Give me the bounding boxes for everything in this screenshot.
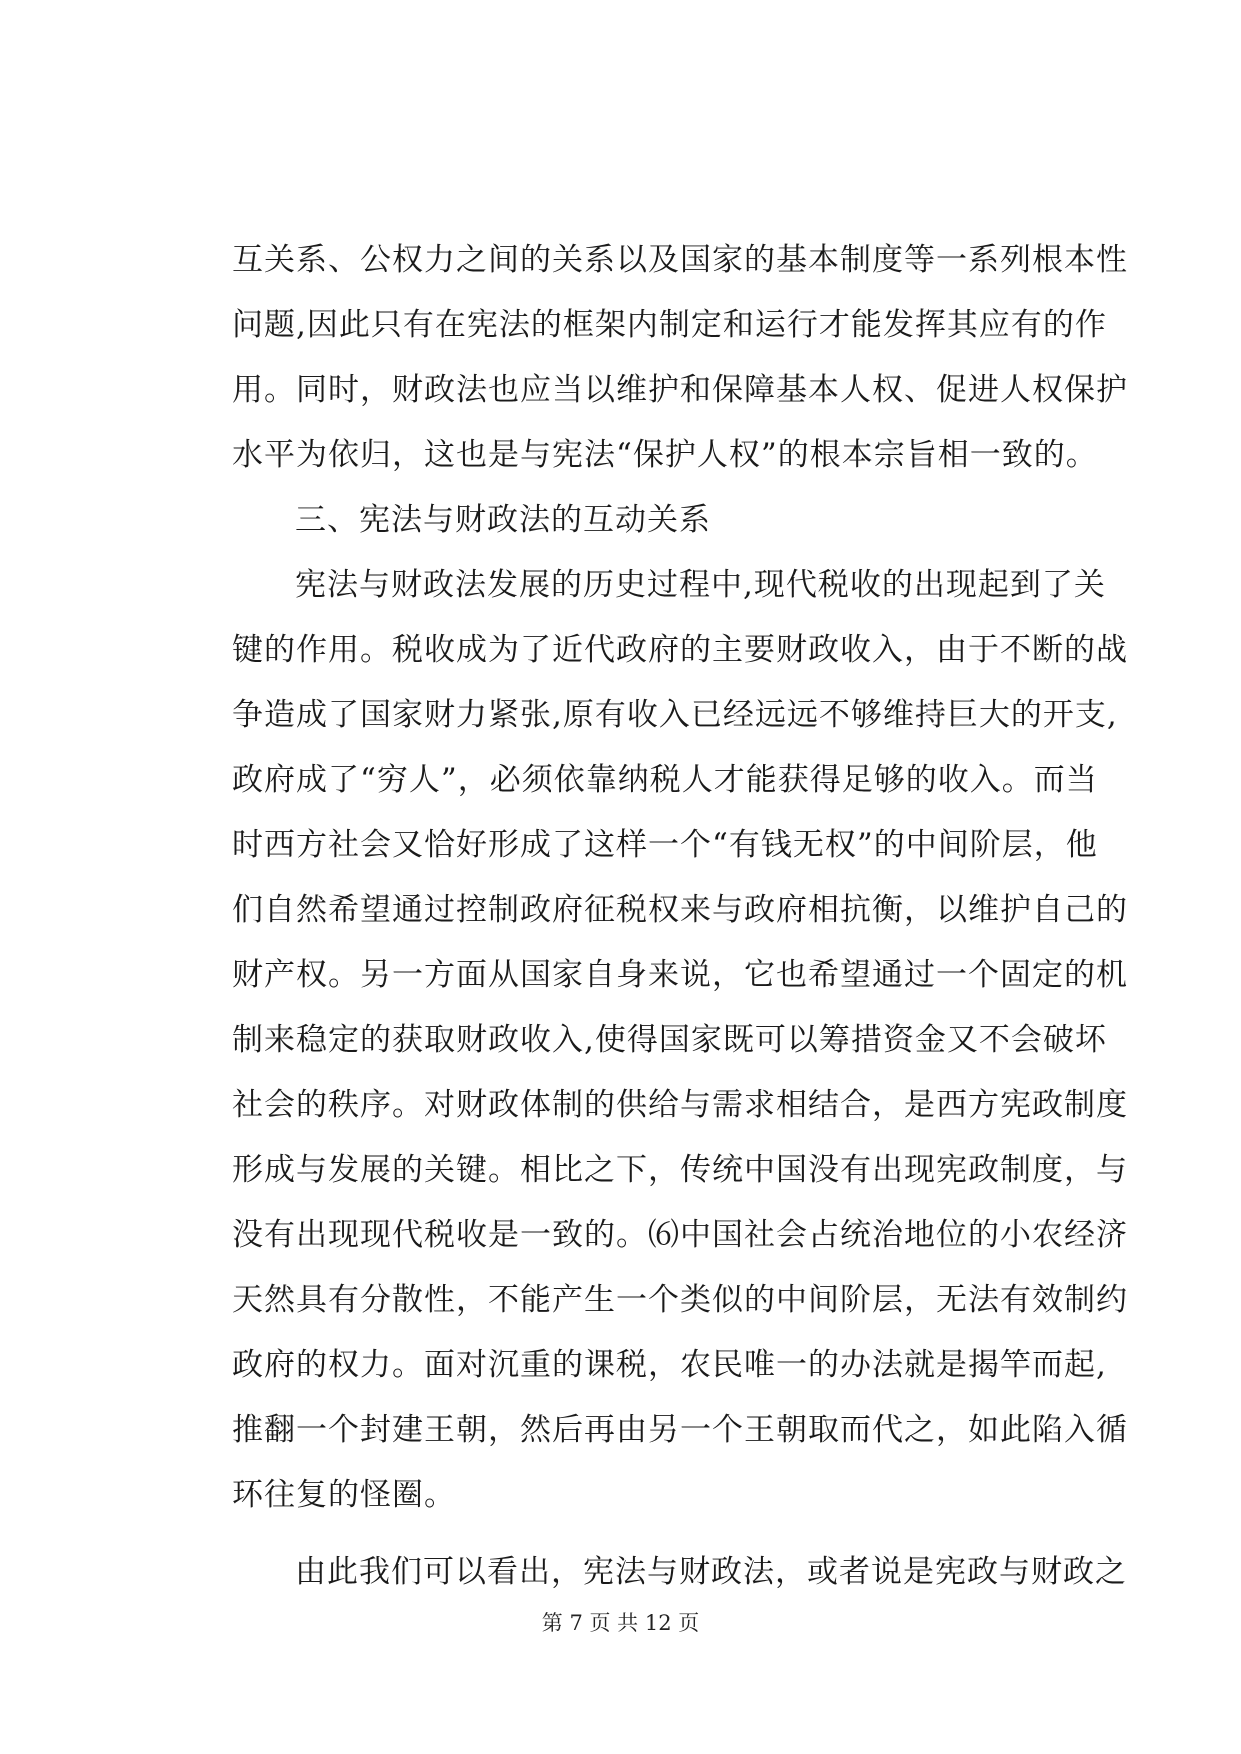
text-line: 争造成了国家财力紧张,原有收入已经远远不够维持巨大的开支, [232,697,1118,733]
text-line: 互关系、公权力之间的关系以及国家的基本制度等一系列根本性 [232,242,1128,278]
section-heading: 三、宪法与财政法的互动关系 [295,502,711,538]
text-line: 问题,因此只有在宪法的框架内制定和运行才能发挥其应有的作 [232,307,1107,343]
text-line: 形成与发展的关键。相比之下，传统中国没有出现宪政制度，与 [232,1152,1128,1188]
text-line: 用。同时，财政法也应当以维护和保障基本人权、促进人权保护 [232,372,1128,408]
text-line: 时西方社会又恰好形成了这样一个“有钱无权”的中间阶层，他 [232,827,1098,863]
text-line: 水平为依归，这也是与宪法“保护人权”的根本宗旨相一致的。 [232,437,1098,473]
text-line: 制来稳定的获取财政收入,使得国家既可以筹措资金又不会破坏 [232,1022,1107,1058]
text-line: 宪法与财政法发展的历史过程中,现代税收的出现起到了关 [295,567,1106,603]
text-line: 推翻一个封建王朝，然后再由另一个王朝取而代之，如此陷入循 [232,1412,1128,1448]
text-line: 政府的权力。面对沉重的课税，农民唯一的办法就是揭竿而起, [232,1347,1107,1383]
text-line: 财产权。另一方面从国家自身来说，它也希望通过一个固定的机 [232,957,1128,993]
text-line: 们自然希望通过控制政府征税权来与政府相抗衡，以维护自己的 [232,892,1128,928]
text-line: 由此我们可以看出，宪法与财政法，或者说是宪政与财政之 [295,1554,1127,1590]
text-line: 环往复的怪圈。 [232,1477,456,1513]
page-number-footer: 第 7 页 共 12 页 [541,1611,700,1635]
text-line: 天然具有分散性，不能产生一个类似的中间阶层，无法有效制约 [232,1282,1128,1318]
body-text [232,228,1128,1605]
text-line: 键的作用。税收成为了近代政府的主要财政收入，由于不断的战 [232,632,1128,668]
text-line: 没有出现现代税收是一致的。⑹中国社会占统治地位的小农经济 [232,1217,1128,1253]
text-line: 政府成了“穷人”，必须依靠纳税人才能获得足够的收入。而当 [232,762,1098,798]
text-line: 社会的秩序。对财政体制的供给与需求相结合，是西方宪政制度 [232,1087,1128,1123]
